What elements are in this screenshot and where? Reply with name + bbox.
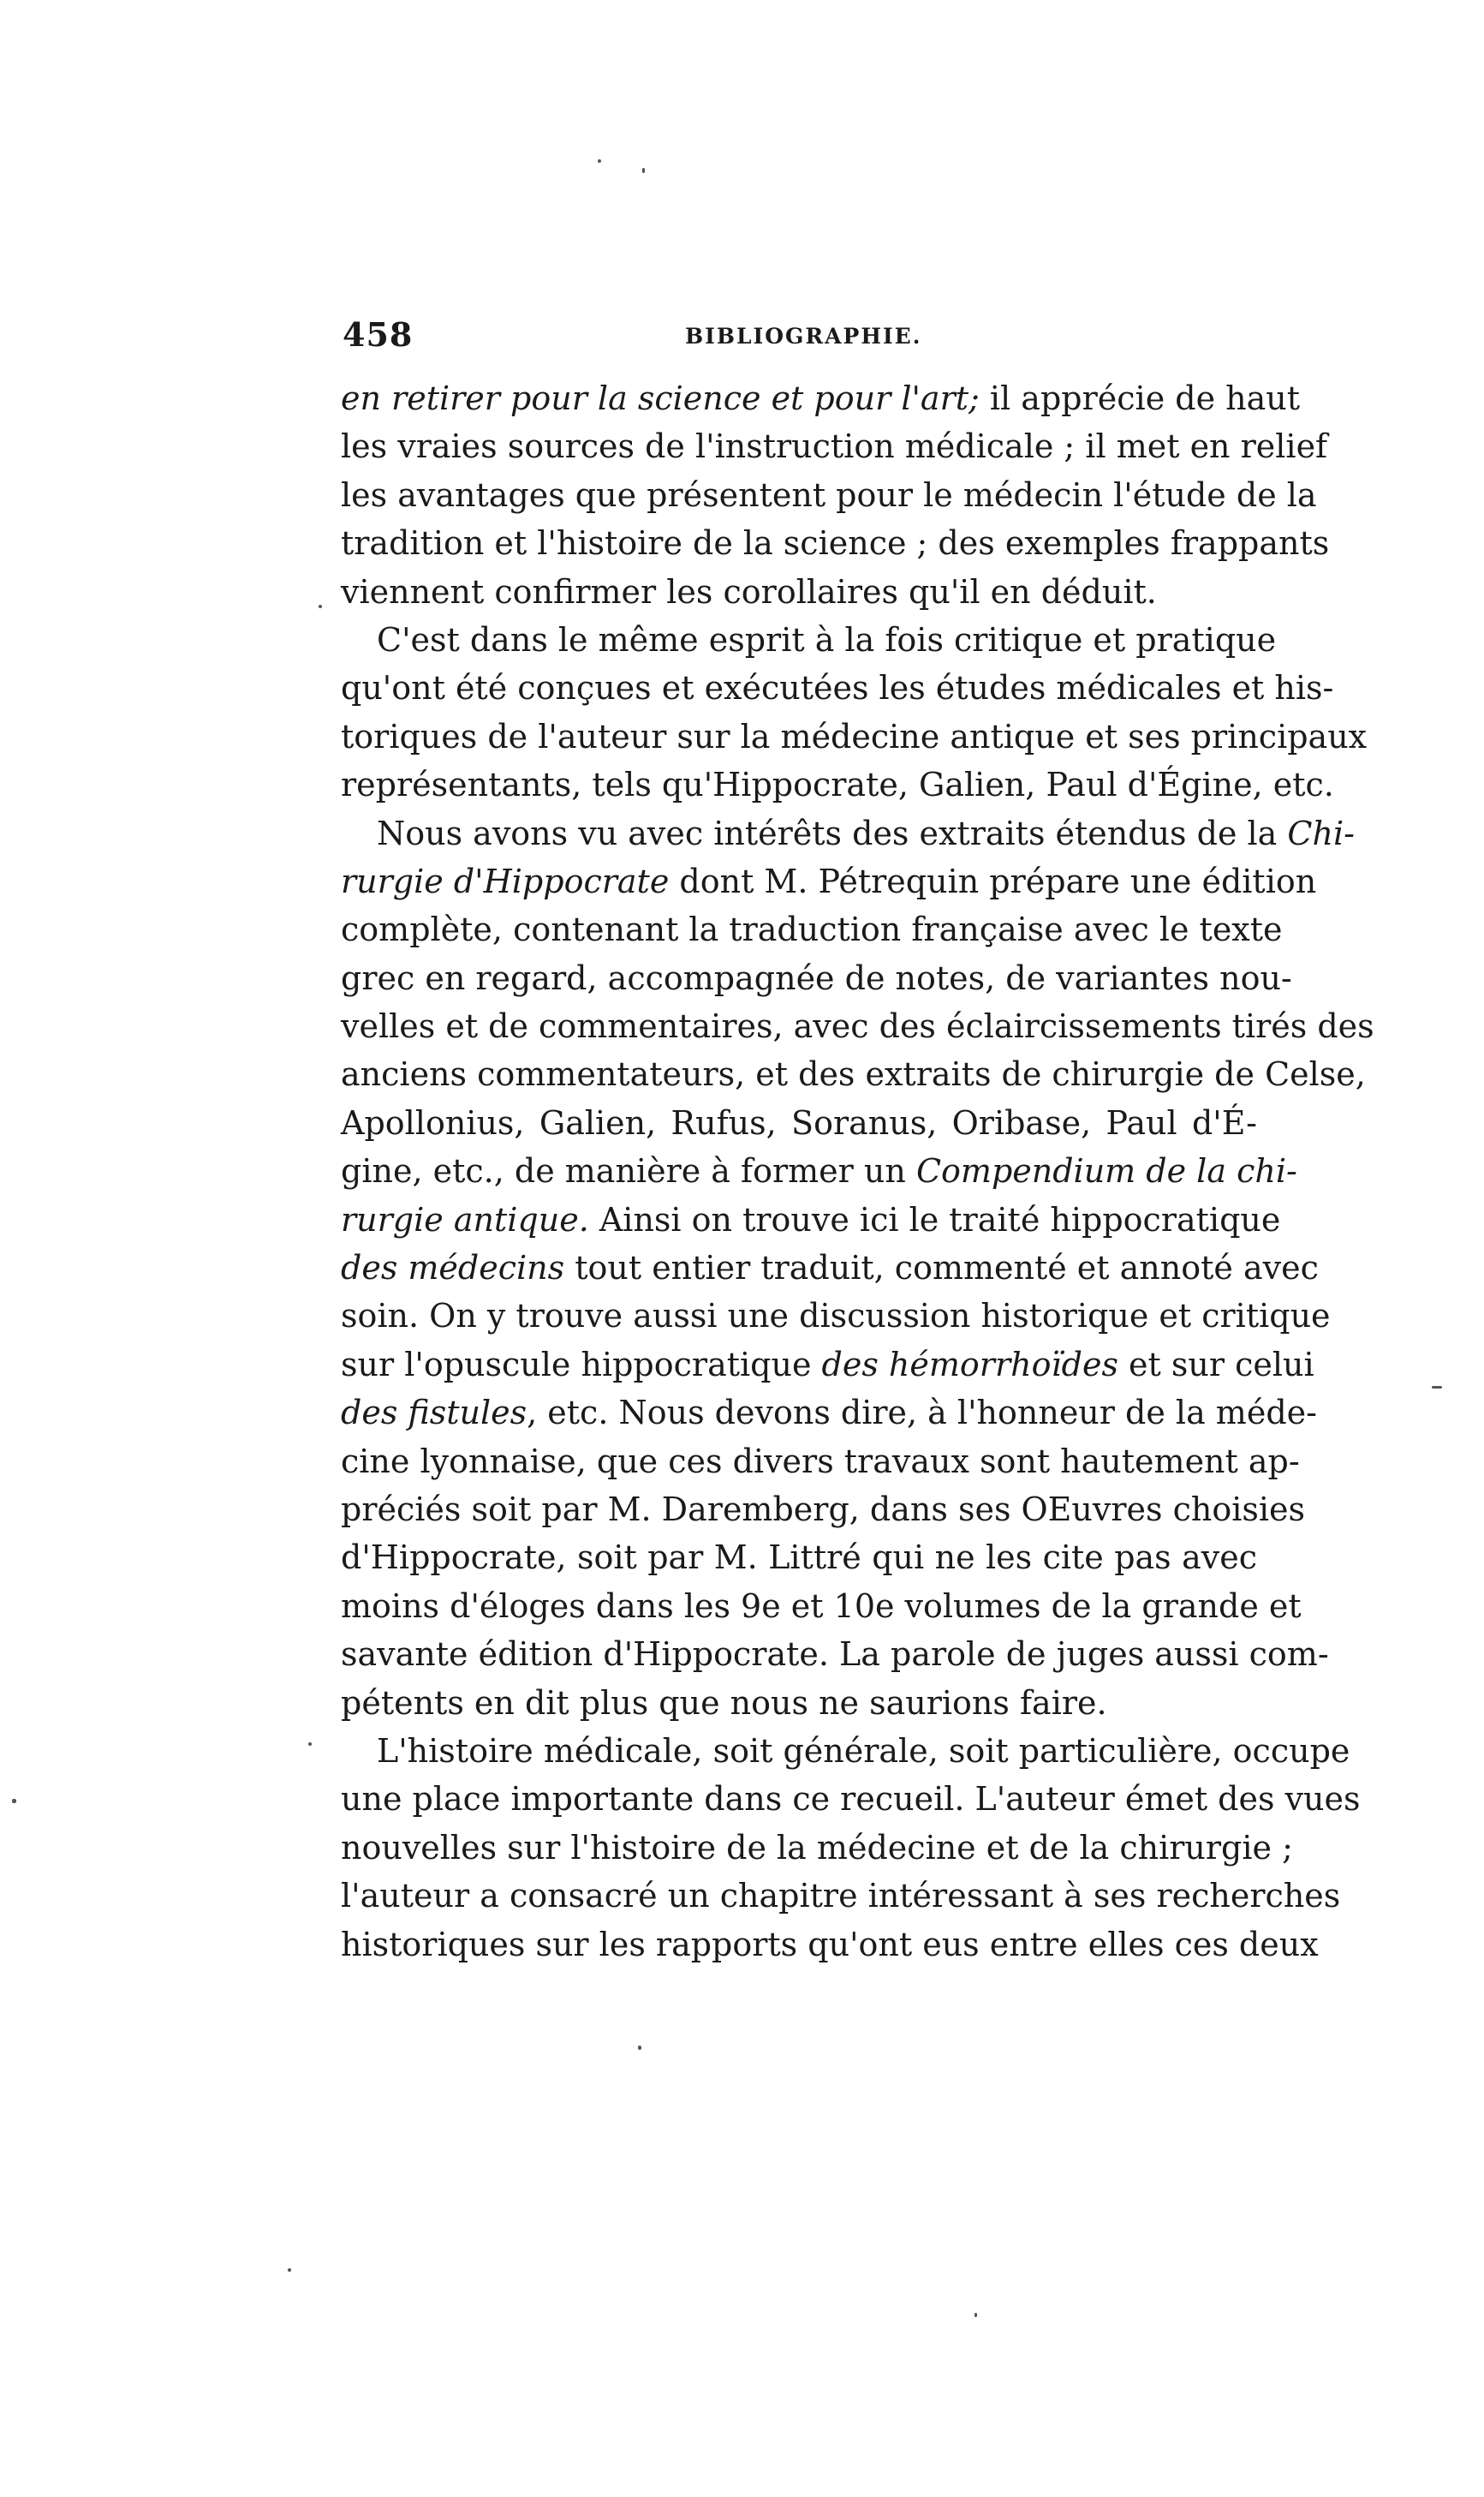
- text-line: [341, 1679, 1257, 1727]
- text-line: [341, 713, 1368, 761]
- text-span: tout entier traduit, commenté et annoté avec: [564, 1249, 1319, 1287]
- text-span: d'Hippocrate, soit par M. Littré qui ne les cite pas avec: [341, 1538, 1257, 1577]
- text-line: [341, 374, 1301, 422]
- text-span: dont M. Pétrequin prépare une édition: [669, 862, 1317, 900]
- text-line: [341, 1727, 1350, 1775]
- text-line: [341, 1244, 1319, 1292]
- text-line: [341, 1533, 1257, 1581]
- text-line: [341, 905, 1283, 953]
- text-line: [341, 1630, 1329, 1678]
- italic-span: en retirer pour la science et pour l'art;: [341, 379, 980, 417]
- text-line: [341, 1147, 1297, 1195]
- text-span: grec en regard, accompagnée de notes, de variantes nou-: [341, 959, 1292, 997]
- italic-span: Compendium de la chi-: [915, 1152, 1297, 1191]
- text-line: [341, 1002, 1374, 1050]
- text-line: [341, 1437, 1300, 1485]
- scan-speck: [598, 159, 601, 163]
- text-span: cine lyonnaise, que ces divers travaux sont hautement ap-: [341, 1442, 1300, 1480]
- text-line: [341, 519, 1330, 567]
- body-text: [341, 374, 1374, 1968]
- scan-speck: [638, 2046, 641, 2050]
- text-span: C'est dans le même esprit à la fois critique et pratique: [377, 620, 1277, 659]
- text-span: représentants, tels qu'Hippocrate, Galien, Paul d'Égine, etc.: [341, 766, 1334, 804]
- italic-span: des hémorrhoïdes: [821, 1345, 1118, 1383]
- text-span: pétents en dit plus que nous ne saurions faire.: [341, 1683, 1107, 1722]
- text-line: [341, 809, 1355, 857]
- text-line: [341, 1872, 1341, 1920]
- text-span: et sur celui: [1117, 1345, 1314, 1383]
- text-span: les vraies sources de l'instruction médicale ; il met en relief: [341, 427, 1328, 466]
- text-span: les avantages que présentent pour le médecin l'étude de la: [341, 475, 1317, 514]
- text-span: complète, contenant la traduction française avec le texte: [341, 911, 1283, 949]
- text-line: [341, 1050, 1366, 1098]
- italic-span: rurgie antique.: [341, 1200, 589, 1239]
- text-line: [341, 664, 1334, 712]
- text-span: gine, etc., de manière à former un: [341, 1152, 916, 1191]
- text-span: l'auteur a consacré un chapitre intéressant à ses recherches: [341, 1877, 1341, 1915]
- text-span: tradition et l'histoire de la science ; des exemples frappants: [341, 524, 1330, 563]
- text-span: une place importante dans ce recueil. L'auteur émet des vues: [341, 1780, 1361, 1819]
- scan-speck: [1432, 1386, 1442, 1389]
- text-span: nouvelles sur l'histoire de la médecine et de la chirurgie ;: [341, 1828, 1293, 1867]
- text-line: [341, 616, 1277, 664]
- text-line: [341, 857, 1317, 905]
- text-span: toriques de l'auteur sur la médecine antique et ses principaux: [341, 717, 1368, 756]
- italic-span: des médecins: [341, 1249, 565, 1287]
- text-span: Apollonius, Galien, Rufus, Soranus, Oribase, Paul d'É-: [341, 1103, 1257, 1142]
- scan-speck: [642, 168, 645, 173]
- text-line: [341, 1196, 1281, 1244]
- text-line: [341, 1775, 1361, 1823]
- text-span: il apprécie de haut: [979, 379, 1301, 417]
- text-span: moins d'éloges dans les 9e et 10e volumes de la grande et: [341, 1586, 1302, 1625]
- scan-speck: [319, 605, 322, 608]
- text-line: [341, 1824, 1293, 1872]
- text-span: viennent confirmer les corollaires qu'il en déduit.: [341, 572, 1157, 611]
- text-span: velles et de commentaires, avec des éclaircissements tirés des: [341, 1007, 1374, 1046]
- scan-speck: [288, 2268, 291, 2272]
- text-line: [341, 471, 1317, 519]
- scan-speck: [974, 2313, 977, 2317]
- text-line: [341, 1341, 1314, 1389]
- text-line: [341, 1099, 1257, 1147]
- page-number: 458: [343, 315, 414, 354]
- text-line: [341, 422, 1328, 470]
- text-line: [341, 1292, 1331, 1340]
- scan-speck: [12, 1799, 16, 1803]
- italic-span: rurgie d'Hippocrate: [341, 862, 670, 900]
- text-span: qu'ont été conçues et exécutées les études médicales et his-: [341, 669, 1334, 708]
- text-line: [341, 1921, 1319, 1968]
- text-span: soin. On y trouve aussi une discussion historique et critique: [341, 1297, 1331, 1335]
- text-span: historiques sur les rapports qu'ont eus entre elles ces deux: [341, 1925, 1319, 1963]
- text-span: savante édition d'Hippocrate. La parole de juges aussi com-: [341, 1635, 1329, 1674]
- text-span: anciens commentateurs, et des extraits de chirurgie de Celse,: [341, 1055, 1366, 1094]
- italic-span: des fistules: [341, 1394, 527, 1432]
- italic-span: Chi-: [1287, 814, 1355, 852]
- text-span: L'histoire médicale, soit générale, soit particulière, occupe: [377, 1731, 1350, 1770]
- text-span: sur l'opuscule hippocratique: [341, 1345, 822, 1383]
- text-span: Nous avons vu avec intérêts des extraits étendus de la: [377, 814, 1288, 852]
- text-span: , etc. Nous devons dire, à l'honneur de la méde-: [527, 1394, 1317, 1432]
- text-line: [341, 1389, 1317, 1437]
- text-span: Ainsi on trouve ici le traité hippocratique: [588, 1200, 1281, 1239]
- running-title: BIBLIOGRAPHIE.: [685, 324, 922, 349]
- page-header: [343, 315, 1255, 358]
- text-line: [341, 954, 1292, 1002]
- scan-speck: [308, 1742, 312, 1746]
- text-line: [341, 1485, 1306, 1533]
- text-line: [341, 568, 1257, 616]
- text-line: [341, 761, 1334, 809]
- text-line: [341, 1582, 1302, 1630]
- text-span: préciés soit par M. Daremberg, dans ses OEuvres choisies: [341, 1490, 1306, 1528]
